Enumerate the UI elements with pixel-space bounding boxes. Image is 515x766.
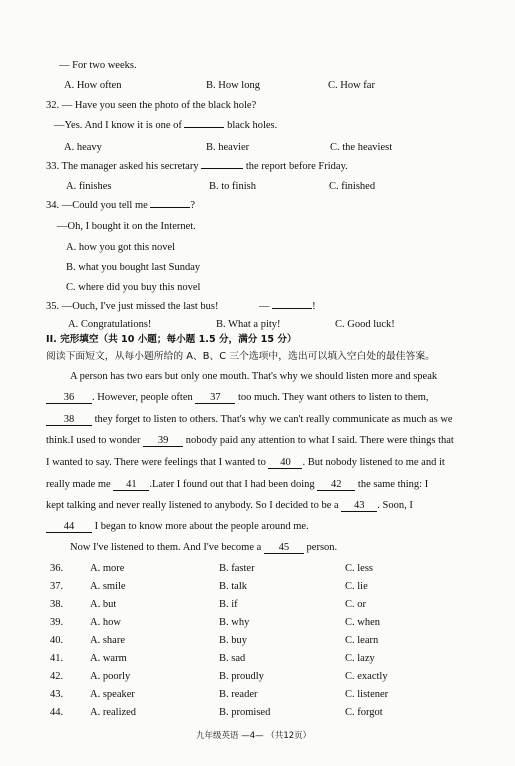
cloze-option-a: A. more: [90, 563, 125, 574]
q31-answer-line: — For two weeks.: [59, 60, 137, 71]
q35-option-a: A. Congratulations!: [68, 319, 152, 330]
passage-line-6: [46, 478, 428, 492]
passage-line-7b: . Soon, I: [377, 500, 413, 511]
passage-line-9a: Now I've listened to them. And I've become a: [70, 542, 262, 553]
passage-line-8: [46, 520, 309, 534]
q32-line2: [54, 119, 277, 133]
cloze-row-number: 44.: [50, 707, 64, 718]
q31-option-c: C. How far: [328, 80, 375, 91]
passage-line-4a: think.I used to wonder: [46, 435, 141, 446]
passage-line-2: [46, 391, 429, 405]
blank-36: 36: [46, 392, 92, 404]
cloze-option-c: C. when: [345, 617, 380, 628]
cloze-option-b: B. why: [219, 617, 250, 628]
blank-43: 43: [341, 500, 377, 512]
q35-blank: [272, 308, 312, 309]
cloze-option-c: C. lie: [345, 581, 368, 592]
q34-blank: [150, 207, 190, 208]
q33-stem: [46, 160, 348, 174]
cloze-option-a: A. poorly: [90, 671, 131, 682]
cloze-option-a: A. how: [90, 617, 121, 628]
q35-dash: —: [259, 301, 270, 312]
cloze-option-a: A. share: [90, 635, 125, 646]
passage-line-9b: person.: [306, 542, 338, 553]
blank-41: 41: [113, 479, 149, 491]
passage-line-5b: . But nobody listened to me and it: [302, 457, 445, 468]
q31-option-a: A. How often: [64, 80, 122, 91]
cloze-option-c: C. learn: [345, 635, 379, 646]
section-heading: II. 完形填空（共 10 小题；每小题 1.5 分，满分 15 分）: [46, 334, 297, 345]
blank-45: 45: [264, 542, 304, 554]
q35-end: !: [312, 301, 316, 312]
passage-line-9: [70, 541, 337, 555]
q35-response: [259, 300, 316, 314]
cloze-option-c: C. forgot: [345, 707, 383, 718]
q35-stem: 35. —Ouch, I've just missed the last bus!: [46, 301, 219, 312]
cloze-option-b: B. buy: [219, 635, 248, 646]
cloze-row-number: 38.: [50, 599, 64, 610]
cloze-option-b: B. faster: [219, 563, 255, 574]
passage-line-1: A person has two ears but only one mouth. That's why we should listen more and speak: [70, 371, 438, 382]
q32-stem: 32. — Have you seen the photo of the black hole?: [46, 100, 257, 111]
page-footer: 九年级英语 —4— （共12页）: [196, 731, 312, 741]
cloze-option-c: C. or: [345, 599, 366, 610]
q33-stem-post: the report before Friday.: [245, 161, 348, 172]
blank-39: 39: [143, 435, 183, 447]
blank-37: 37: [195, 392, 235, 404]
cloze-row-number: 36.: [50, 563, 64, 574]
cloze-option-b: B. proudly: [219, 671, 264, 682]
passage-line-5: [46, 456, 445, 470]
q35-option-c: C. Good luck!: [335, 319, 395, 330]
cloze-option-a: A. but: [90, 599, 117, 610]
q34-stem: [46, 199, 195, 213]
blank-38: 38: [46, 414, 92, 426]
passage-line-6a: really made me: [46, 479, 111, 490]
blank-44: 44: [46, 521, 92, 533]
q32-option-a: A. heavy: [64, 142, 102, 153]
cloze-option-c: C. less: [345, 563, 374, 574]
q33-stem-pre: 33. The manager asked his secretary: [46, 161, 199, 172]
q33-option-b: B. to finish: [209, 181, 256, 192]
q34-stem-post: ?: [190, 200, 196, 211]
cloze-option-a: A. warm: [90, 653, 127, 664]
passage-line-2a: . However, people often: [92, 392, 193, 403]
cloze-option-b: B. reader: [219, 689, 258, 700]
passage-line-6b: .Later I found out that I had been doing: [149, 479, 315, 490]
passage-line-3-text: they forget to listen to others. That's why we can't really communicate as much as we: [94, 414, 453, 425]
passage-line-3: [46, 413, 453, 427]
q35-option-b: B. What a pity!: [216, 319, 281, 330]
blank-42: 42: [317, 479, 355, 491]
cloze-row-number: 41.: [50, 653, 64, 664]
cloze-option-b: B. if: [219, 599, 238, 610]
q34-option-a: A. how you got this novel: [66, 242, 176, 253]
passage-line-8-text: I began to know more about the people around me.: [94, 521, 309, 532]
q33-option-c: C. finished: [329, 181, 376, 192]
cloze-option-c: C. lazy: [345, 653, 375, 664]
q32-option-c: C. the heaviest: [330, 142, 393, 153]
q34-stem-pre: 34. —Could you tell me: [46, 200, 148, 211]
q34-option-c: C. where did you buy this novel: [66, 282, 201, 293]
passage-line-6c: the same thing: I: [357, 479, 429, 490]
cloze-row-number: 42.: [50, 671, 64, 682]
cloze-option-a: A. smile: [90, 581, 126, 592]
section-instruction: 阅读下面短文，从每小题所给的 A、B、C 三个选项中，选出可以填入空白处的最佳答案。: [46, 351, 435, 362]
q32-option-b: B. heavier: [206, 142, 250, 153]
passage-line-2b: too much. They want others to listen to them,: [238, 392, 429, 403]
cloze-option-b: B. sad: [219, 653, 246, 664]
cloze-option-a: A. speaker: [90, 689, 135, 700]
passage-line-4: [46, 434, 454, 448]
cloze-row-number: 39.: [50, 617, 64, 628]
q32-blank: [184, 127, 224, 128]
q33-blank: [201, 168, 243, 169]
passage-line-4b: nobody paid any attention to what I said. There were things that: [185, 435, 454, 446]
cloze-row-number: 43.: [50, 689, 64, 700]
cloze-option-b: B. promised: [219, 707, 271, 718]
passage-line-5a: I wanted to say. There were feelings that I wanted to: [46, 457, 266, 468]
q31-option-b: B. How long: [206, 80, 260, 91]
q34-line2: —Oh, I bought it on the Internet.: [57, 221, 196, 232]
q34-option-b: B. what you bought last Sunday: [66, 262, 201, 273]
q32-line2-pre: —Yes. And I know it is one of: [54, 120, 182, 131]
cloze-row-number: 37.: [50, 581, 64, 592]
passage-line-7a: kept talking and never really listened to anybody. So I decided to be a: [46, 500, 339, 511]
blank-40: 40: [268, 457, 302, 469]
q33-option-a: A. finishes: [66, 181, 112, 192]
q32-line2-post: black holes.: [227, 120, 278, 131]
cloze-option-c: C. listener: [345, 689, 389, 700]
cloze-row-number: 40.: [50, 635, 64, 646]
cloze-option-a: A. realized: [90, 707, 137, 718]
cloze-option-b: B. talk: [219, 581, 247, 592]
passage-line-7: [46, 499, 413, 513]
cloze-option-c: C. exactly: [345, 671, 388, 682]
